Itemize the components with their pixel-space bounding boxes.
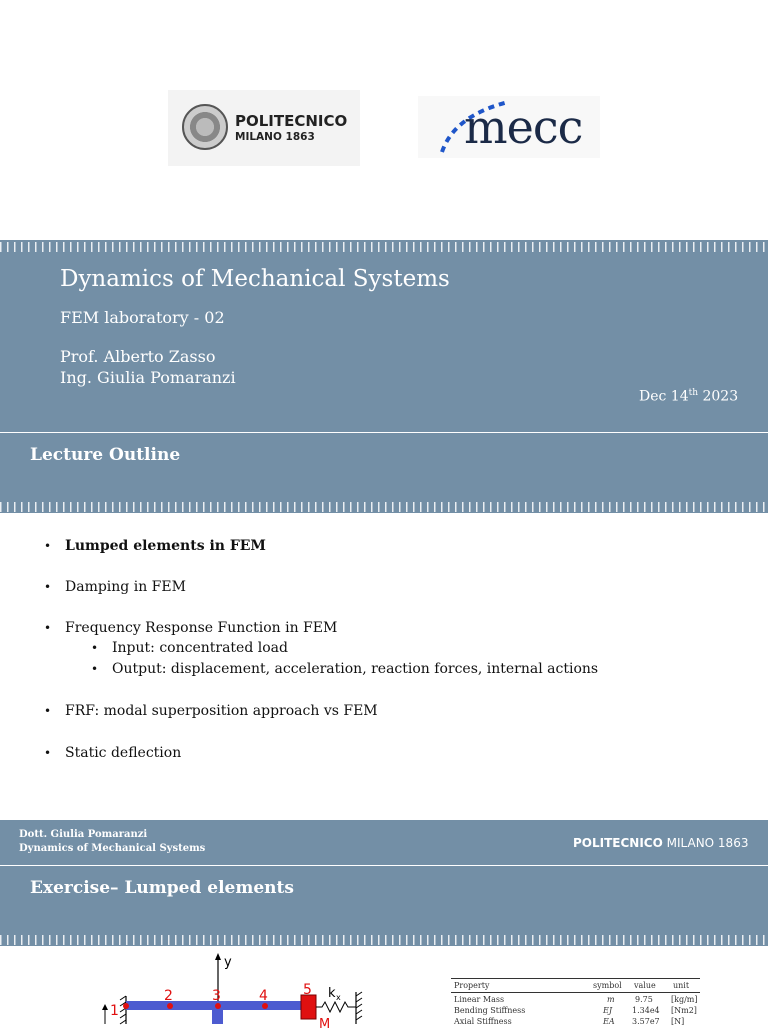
table-top-rule xyxy=(451,978,700,979)
table-cell: Bending Stiffness xyxy=(454,1006,526,1015)
node-label-2: 2 xyxy=(164,988,173,1004)
exercise-title: Exercise– Lumped elements xyxy=(30,878,294,898)
table-cell: Linear Mass xyxy=(454,995,505,1004)
politecnico-logo-line2: MILANO 1863 xyxy=(235,131,315,143)
node-label-1: 1 xyxy=(110,1003,119,1019)
bullet-dot: • xyxy=(44,621,52,635)
author-2: Ing. Giulia Pomaranzi xyxy=(60,368,236,387)
date xyxy=(639,388,738,405)
table-header-row xyxy=(451,981,700,992)
bullet-dot: • xyxy=(44,539,52,553)
beam-diagram xyxy=(60,950,380,1028)
spring-subscript: x xyxy=(336,993,341,1002)
date-superscript: th xyxy=(688,388,699,398)
node-label-4: 4 xyxy=(259,988,268,1004)
table-cell: [N] xyxy=(671,1017,685,1026)
mass-label: M xyxy=(319,1017,331,1028)
spring-label: k xyxy=(328,986,336,1001)
course-title: Dynamics of Mechanical Systems xyxy=(60,266,450,292)
table-row xyxy=(451,1017,700,1028)
vertical-beam-element xyxy=(212,1010,223,1024)
exercise-tick-strip xyxy=(0,935,768,945)
date-year: 2023 xyxy=(698,388,739,405)
table-cell: EA xyxy=(603,1017,615,1026)
footer-brand-bold: POLITECNICO xyxy=(573,836,663,850)
header-symbol: symbol xyxy=(593,981,622,990)
property-table xyxy=(451,978,700,1028)
title-tick-strip xyxy=(0,242,768,252)
table-cell: [Nm2] xyxy=(671,1006,697,1015)
politecnico-logo xyxy=(168,90,360,166)
bullet-dot: • xyxy=(44,746,52,760)
node-label-3: 3 xyxy=(212,988,221,1004)
date-day: Dec 14 xyxy=(639,388,689,405)
node-label-5: 5 xyxy=(303,982,312,998)
table-row xyxy=(451,995,700,1006)
y-axis-label: y xyxy=(224,955,232,970)
header-value: value xyxy=(634,981,656,990)
table-row xyxy=(451,1006,700,1017)
right-wall-hatch xyxy=(356,992,362,1020)
table-cell: 3.57e7 xyxy=(632,1017,660,1026)
bullet-item-3: Frequency Response Function in FEM xyxy=(65,620,338,636)
table-cell: EJ xyxy=(603,1006,613,1015)
bullet-item-2: Damping in FEM xyxy=(65,579,186,595)
left-support-hatch xyxy=(120,996,126,1024)
y-axis-arrow-icon xyxy=(215,953,221,960)
node-1 xyxy=(123,1003,129,1009)
bullet-item-5: Static deflection xyxy=(65,745,182,761)
sub-bullet-dot: • xyxy=(91,641,99,655)
table-cell: Axial Stiffness xyxy=(454,1017,512,1026)
table-cell: 9.75 xyxy=(635,995,653,1004)
politecnico-seal-icon xyxy=(182,104,228,150)
footer-brand xyxy=(573,836,748,850)
spring-icon xyxy=(316,1002,356,1012)
author-1: Prof. Alberto Zasso xyxy=(60,347,216,366)
table-cell: 1.34e4 xyxy=(632,1006,660,1015)
mecc-logo xyxy=(418,96,600,158)
sub-bullet-dot: • xyxy=(91,662,99,676)
footer-brand-light: MILANO 1863 xyxy=(662,836,749,850)
table-cell: [kg/m] xyxy=(671,995,698,1004)
left-arrow-icon xyxy=(102,1004,108,1010)
footer-course: Dynamics of Mechanical Systems xyxy=(19,843,206,854)
table-cell: m xyxy=(607,995,615,1004)
bullet-dot: • xyxy=(44,704,52,718)
sub-bullet-2: Output: displacement, acceleration, reaction forces, internal actions xyxy=(112,661,599,677)
table-mid-rule xyxy=(451,992,700,993)
header-property: Property xyxy=(454,981,490,990)
bullet-dot: • xyxy=(44,580,52,594)
footer-author: Dott. Giulia Pomaranzi xyxy=(19,829,148,840)
outline-tick-strip xyxy=(0,502,768,512)
sub-bullet-1: Input: concentrated load xyxy=(112,640,288,656)
header-unit: unit xyxy=(673,981,690,990)
bullet-item-1: Lumped elements in FEM xyxy=(65,538,266,554)
course-subtitle: FEM laboratory - 02 xyxy=(60,308,225,327)
outline-title: Lecture Outline xyxy=(30,445,181,465)
mecc-logo-text: mecc xyxy=(464,100,583,154)
lumped-mass xyxy=(301,995,316,1019)
bullet-item-4: FRF: modal superposition approach vs FEM xyxy=(65,703,378,719)
politecnico-logo-line1: POLITECNICO xyxy=(235,112,348,130)
